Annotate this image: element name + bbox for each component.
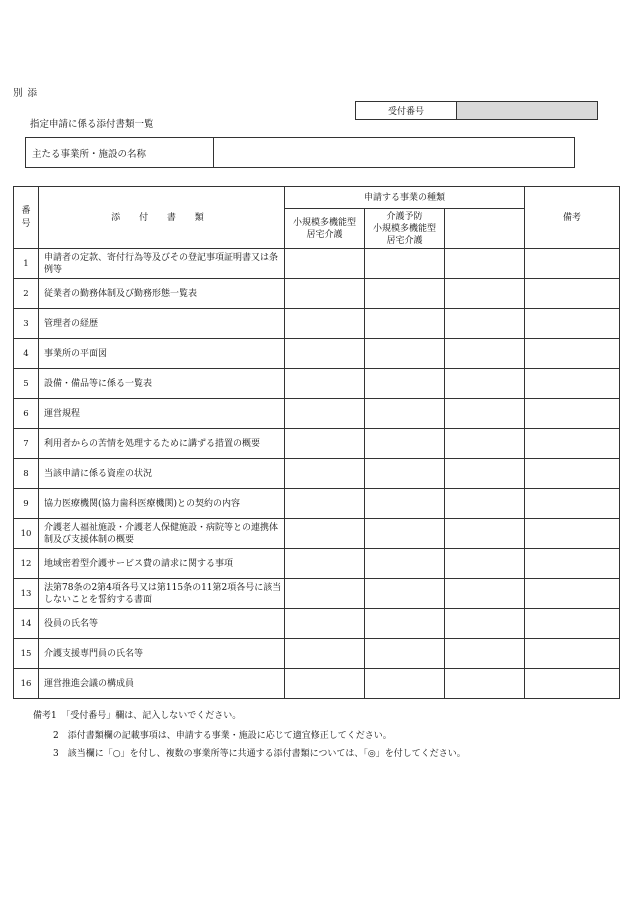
row-number: 8 [14, 459, 39, 489]
row-check-cell-service-1[interactable] [285, 549, 365, 579]
row-number: 4 [14, 339, 39, 369]
row-document-name: 当該申請に係る資産の状況 [39, 459, 285, 489]
table-row [14, 399, 620, 429]
row-remarks-cell[interactable] [525, 279, 620, 309]
table-row [14, 579, 620, 609]
reception-number-label: 受付番号 [356, 102, 457, 120]
row-check-cell-service-1[interactable] [285, 249, 365, 279]
table-row [14, 519, 620, 549]
table-row [14, 339, 620, 369]
document-title: 指定申請に係る添付書類一覧 [30, 119, 154, 130]
row-check-cell-service-3[interactable] [445, 309, 525, 339]
row-check-cell-service-3[interactable] [445, 279, 525, 309]
table-row [14, 669, 620, 699]
row-remarks-cell[interactable] [525, 369, 620, 399]
row-check-cell-service-1[interactable] [285, 669, 365, 699]
row-check-cell-service-1[interactable] [285, 429, 365, 459]
row-number: 3 [14, 309, 39, 339]
row-check-cell-service-1[interactable] [285, 339, 365, 369]
row-number: 13 [14, 579, 39, 609]
row-check-cell-service-3[interactable] [445, 579, 525, 609]
row-remarks-cell[interactable] [525, 639, 620, 669]
row-check-cell-service-3[interactable] [445, 399, 525, 429]
row-check-cell-service-3[interactable] [445, 489, 525, 519]
row-number: 12 [14, 549, 39, 579]
facility-name-label: 主たる事業所・施設の名称 [26, 138, 214, 168]
attachments-table [13, 186, 620, 699]
remarks-column-header: 備考 [525, 187, 620, 249]
attachment-label: 別 添 [13, 88, 39, 99]
row-number: 15 [14, 639, 39, 669]
row-remarks-cell[interactable] [525, 249, 620, 279]
table-row [14, 489, 620, 519]
note-1: 備考1 「受付番号」欄は、記入しないでください。 [33, 711, 242, 721]
row-check-cell-service-3[interactable] [445, 339, 525, 369]
row-number: 2 [14, 279, 39, 309]
row-document-name: 介護支援専門員の氏名等 [39, 639, 285, 669]
row-check-cell-service-2[interactable] [365, 339, 445, 369]
row-check-cell-service-2[interactable] [365, 399, 445, 429]
row-check-cell-service-1[interactable] [285, 399, 365, 429]
table-row [14, 429, 620, 459]
row-remarks-cell[interactable] [525, 579, 620, 609]
note-2: 2 添付書類欄の記載事項は、申請する事業・施設に応じて適宜修正してください。 [53, 731, 392, 741]
row-remarks-cell[interactable] [525, 309, 620, 339]
row-check-cell-service-1[interactable] [285, 489, 365, 519]
row-check-cell-service-1[interactable] [285, 459, 365, 489]
table-row [14, 459, 620, 489]
row-check-cell-service-2[interactable] [365, 519, 445, 549]
table-row [14, 279, 620, 309]
reception-number-box [355, 101, 598, 120]
row-check-cell-service-2[interactable] [365, 429, 445, 459]
row-remarks-cell[interactable] [525, 429, 620, 459]
documents-column-header: 添 付 書 類 [39, 187, 285, 249]
row-number: 9 [14, 489, 39, 519]
service-types-header: 申請する事業の種類 [285, 187, 525, 209]
row-document-name: 利用者からの苦情を処理するために講ずる措置の概要 [39, 429, 285, 459]
service-type-blank [445, 209, 525, 249]
row-remarks-cell[interactable] [525, 609, 620, 639]
row-check-cell-service-2[interactable] [365, 279, 445, 309]
row-remarks-cell[interactable] [525, 459, 620, 489]
row-remarks-cell[interactable] [525, 549, 620, 579]
row-document-name: 管理者の経歴 [39, 309, 285, 339]
table-row [14, 249, 620, 279]
row-check-cell-service-3[interactable] [445, 459, 525, 489]
row-check-cell-service-2[interactable] [365, 459, 445, 489]
row-number: 7 [14, 429, 39, 459]
row-check-cell-service-1[interactable] [285, 579, 365, 609]
row-document-name: 設備・備品等に係る一覧表 [39, 369, 285, 399]
number-column-header: 番号 [14, 187, 39, 249]
row-check-cell-service-2[interactable] [365, 249, 445, 279]
row-check-cell-service-2[interactable] [365, 489, 445, 519]
row-check-cell-service-3[interactable] [445, 429, 525, 459]
facility-name-field[interactable] [214, 138, 575, 168]
table-row [14, 549, 620, 579]
row-check-cell-service-1[interactable] [285, 279, 365, 309]
row-check-cell-service-2[interactable] [365, 669, 445, 699]
row-check-cell-service-2[interactable] [365, 579, 445, 609]
row-document-name: 協力医療機関(協力歯科医療機関)との契約の内容 [39, 489, 285, 519]
row-check-cell-service-3[interactable] [445, 549, 525, 579]
table-row [14, 609, 620, 639]
table-row [14, 369, 620, 399]
row-check-cell-service-2[interactable] [365, 309, 445, 339]
row-document-name: 運営推進会議の構成員 [39, 669, 285, 699]
row-remarks-cell[interactable] [525, 339, 620, 369]
row-number: 16 [14, 669, 39, 699]
row-check-cell-service-1[interactable] [285, 369, 365, 399]
row-number: 1 [14, 249, 39, 279]
row-check-cell-service-2[interactable] [365, 369, 445, 399]
service-type-preventive-small-multifunction: 介護予防 小規模多機能型 居宅介護 [365, 209, 445, 249]
row-document-name: 介護老人福祉施設・介護老人保健施設・病院等との連携体制及び支援体制の概要 [39, 519, 285, 549]
facility-name-box [25, 137, 575, 168]
row-check-cell-service-3[interactable] [445, 669, 525, 699]
row-check-cell-service-1[interactable] [285, 519, 365, 549]
service-type-small-multifunction: 小規模多機能型 居宅介護 [285, 209, 365, 249]
row-check-cell-service-2[interactable] [365, 609, 445, 639]
table-row [14, 639, 620, 669]
row-check-cell-service-3[interactable] [445, 369, 525, 399]
row-check-cell-service-1[interactable] [285, 639, 365, 669]
row-check-cell-service-3[interactable] [445, 609, 525, 639]
row-document-name: 法第78条の2第4項各号又は第115条の11第2項各号に該当しないことを誓約する書面 [39, 579, 285, 609]
row-number: 10 [14, 519, 39, 549]
row-number: 6 [14, 399, 39, 429]
row-number: 14 [14, 609, 39, 639]
row-check-cell-service-2[interactable] [365, 549, 445, 579]
row-remarks-cell[interactable] [525, 489, 620, 519]
row-check-cell-service-1[interactable] [285, 309, 365, 339]
note-3: 3 該当欄に「○」を付し、複数の事業所等に共通する添付書類については、「◎」を付してください。 [53, 749, 466, 759]
row-number: 5 [14, 369, 39, 399]
row-document-name: 役員の氏名等 [39, 609, 285, 639]
reception-number-field[interactable] [457, 102, 598, 120]
row-document-name: 申請者の定款、寄付行為等及びその登記事項証明書又は条例等 [39, 249, 285, 279]
row-document-name: 運営規程 [39, 399, 285, 429]
row-remarks-cell[interactable] [525, 669, 620, 699]
row-check-cell-service-3[interactable] [445, 639, 525, 669]
row-check-cell-service-3[interactable] [445, 519, 525, 549]
row-remarks-cell[interactable] [525, 399, 620, 429]
row-document-name: 従業者の勤務体制及び勤務形態一覧表 [39, 279, 285, 309]
table-row [14, 309, 620, 339]
row-remarks-cell[interactable] [525, 519, 620, 549]
row-document-name: 地域密着型介護サービス費の請求に関する事項 [39, 549, 285, 579]
row-document-name: 事業所の平面図 [39, 339, 285, 369]
row-check-cell-service-1[interactable] [285, 609, 365, 639]
row-check-cell-service-3[interactable] [445, 249, 525, 279]
row-check-cell-service-2[interactable] [365, 639, 445, 669]
